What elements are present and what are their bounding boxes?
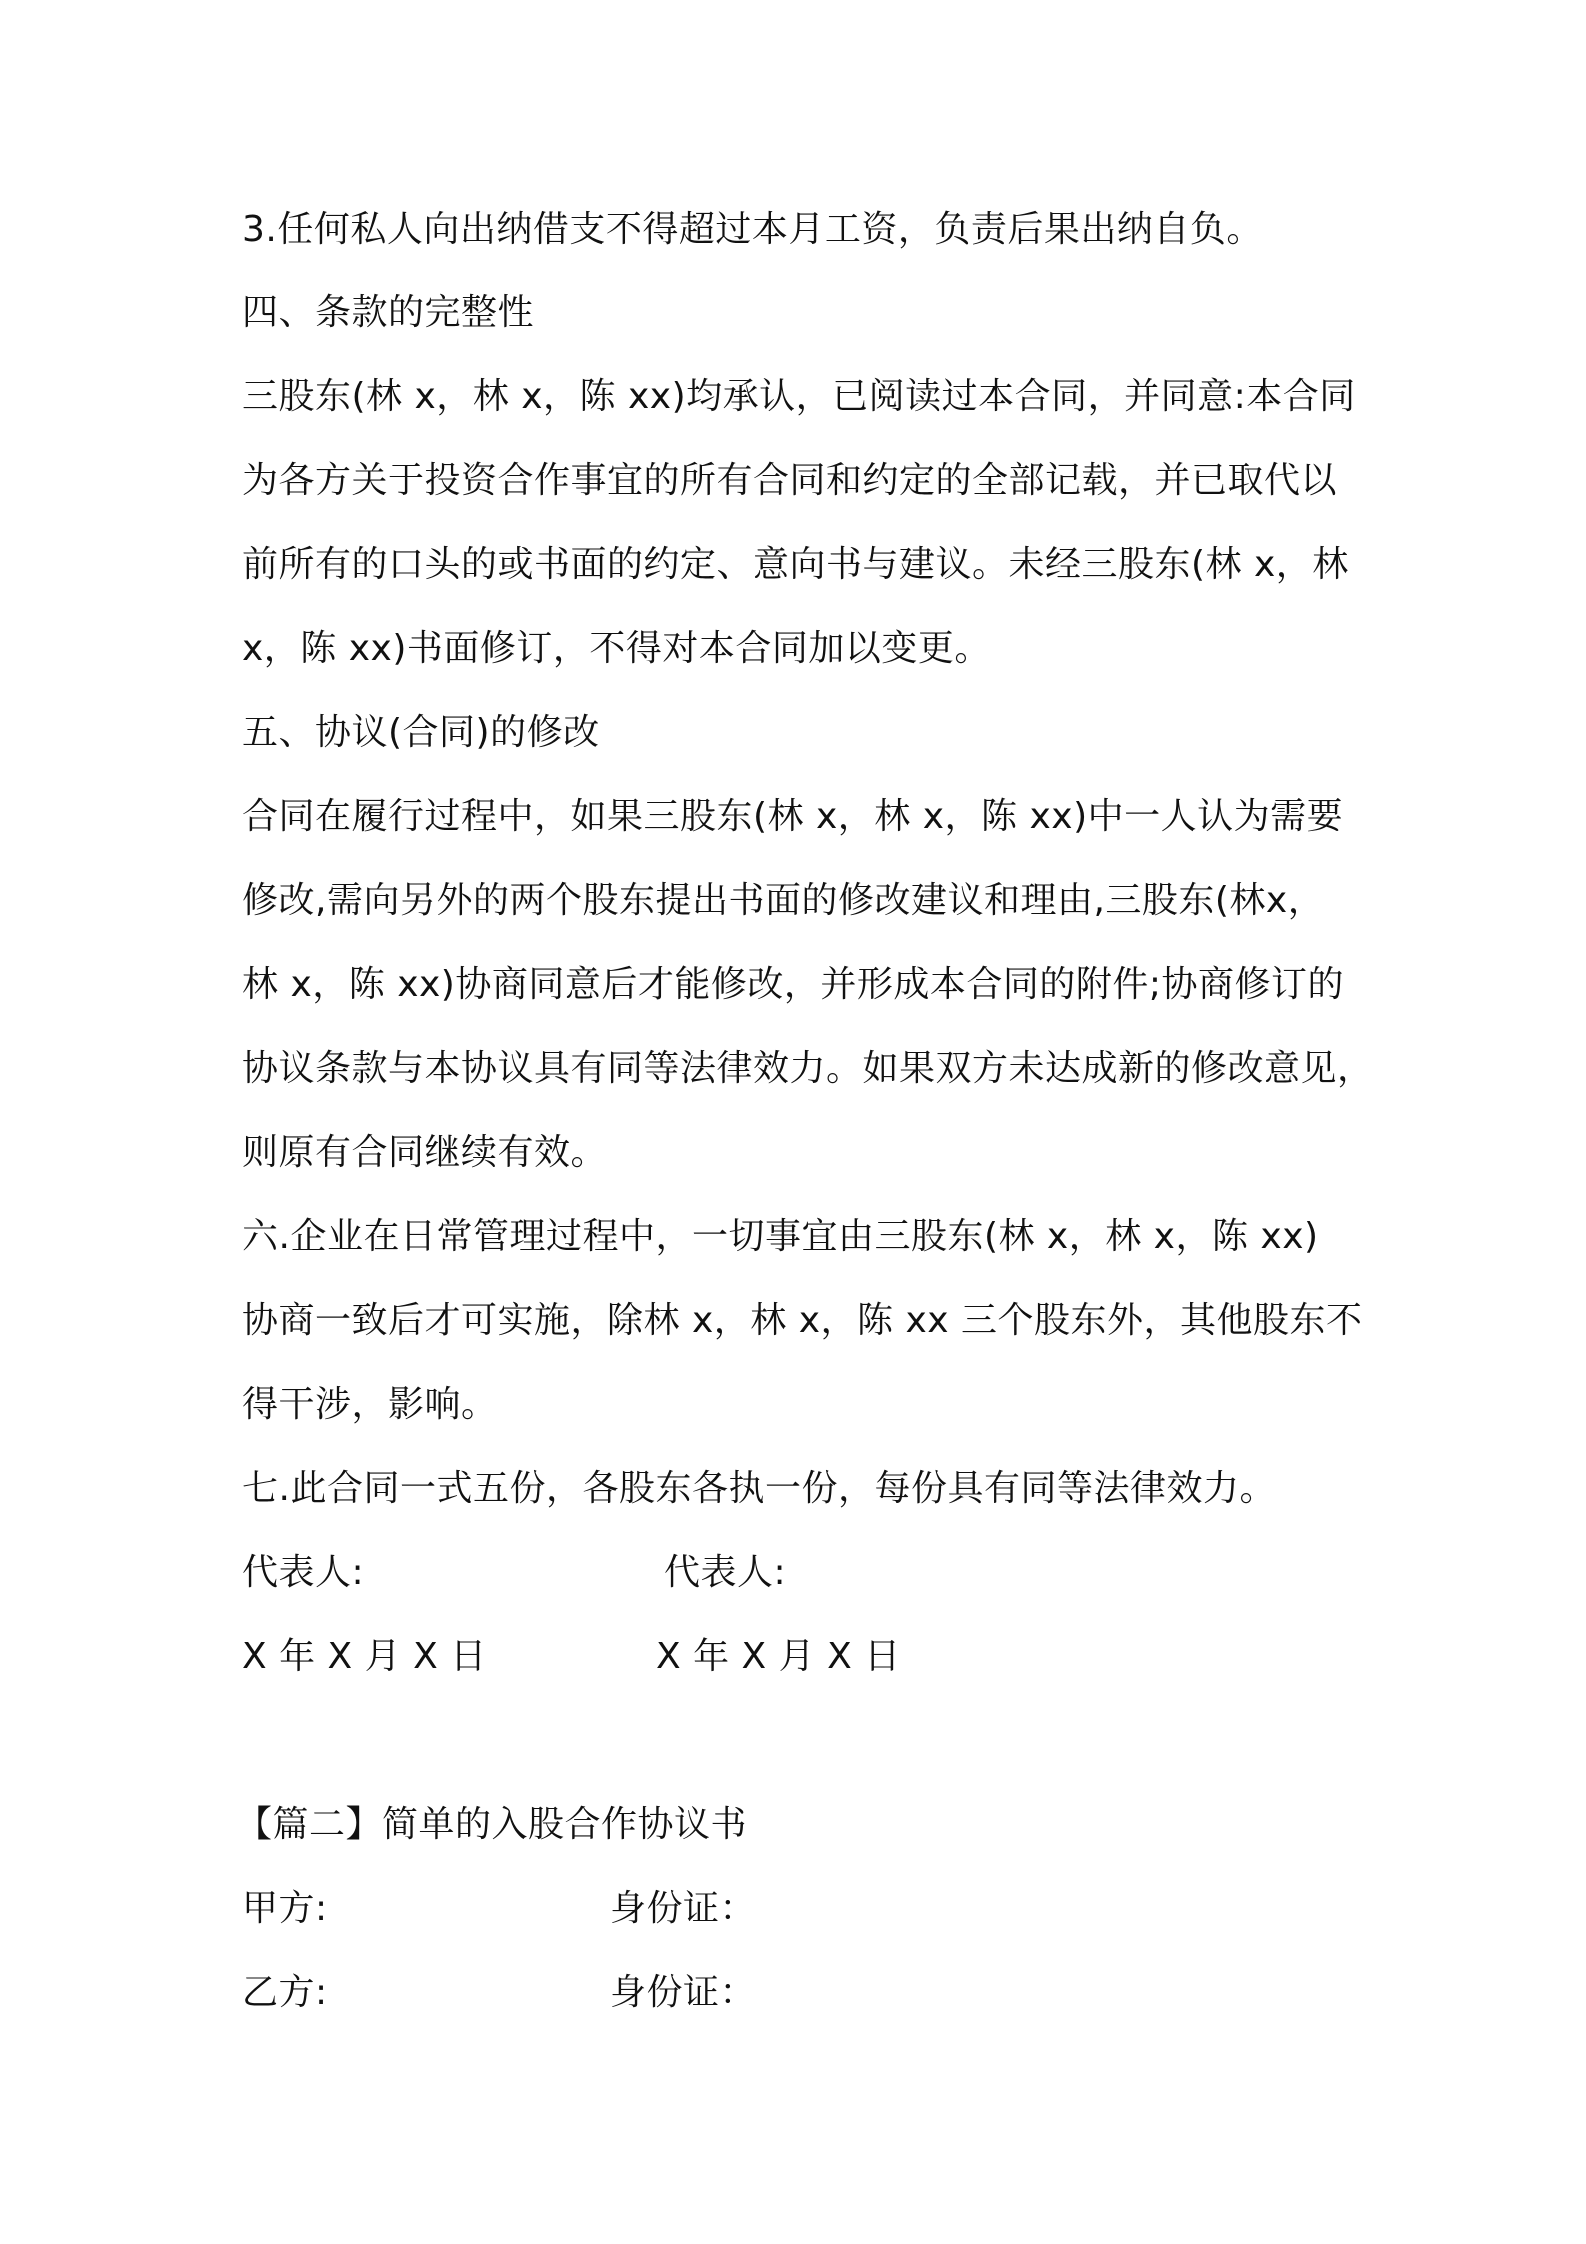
paragraph-line: 则原有合同继续有效。: [242, 1132, 608, 1173]
signature-date-right: X 年 X 月 X 日: [656, 1636, 901, 1677]
paragraph-line: 三股东(林 x，林 x，陈 xx)均承认，已阅读过本合同，并同意:本合同: [242, 376, 1356, 417]
party-a-label: 甲方:: [242, 1888, 328, 1929]
clause-6-management: 六.企业在日常管理过程中，一切事宜由三股东(林 x，林 x，陈 xx): [242, 1216, 1319, 1257]
signature-representative-left: 代表人:: [242, 1552, 365, 1593]
heading-amendment: 五、协议(合同)的修改: [242, 712, 600, 753]
signature-date-left: X 年 X 月 X 日: [242, 1636, 487, 1677]
clause-7-copies: 七.此合同一式五份，各股东各执一份，每份具有同等法律效力。: [242, 1468, 1276, 1509]
heading-clause-completeness: 四、条款的完整性: [242, 292, 535, 333]
paragraph-line: 得干涉，影响。: [242, 1384, 498, 1425]
clause-3-cashier: 3.任何私人向出纳借支不得超过本月工资，负责后果出纳自负。: [242, 209, 1263, 250]
paragraph-line: 协议条款与本协议具有同等法律效力。如果双方未达成新的修改意见，: [242, 1048, 1374, 1089]
paragraph-line: 协商一致后才可实施，除林 x，林 x，陈 xx 三个股东外，其他股东不: [242, 1300, 1363, 1341]
party-b-label: 乙方:: [242, 1972, 328, 2013]
paragraph-line: 修改,需向另外的两个股东提出书面的修改建议和理由,三股东(林x，: [242, 880, 1325, 921]
signature-representative-right: 代表人:: [664, 1552, 787, 1593]
paragraph-line: 前所有的口头的或书面的约定、意向书与建议。未经三股东(林 x，林: [242, 544, 1349, 585]
party-a-id-label: 身份证：: [610, 1888, 757, 1929]
party-b-id-label: 身份证：: [610, 1972, 757, 2013]
document-page: [236, 0, 1402, 2244]
paragraph-line: x，陈 xx)书面修订，不得对本合同加以变更。: [242, 628, 991, 669]
paragraph-line: 合同在履行过程中，如果三股东(林 x，林 x，陈 xx)中一人认为需要: [242, 796, 1344, 837]
paragraph-line: 林 x，陈 xx)协商同意后才能修改，并形成本合同的附件;协商修订的: [242, 964, 1344, 1005]
section-2-title: 【篇二】简单的入股合作协议书: [236, 1804, 748, 1845]
paragraph-line: 为各方关于投资合作事宜的所有合同和约定的全部记载，并已取代以: [242, 460, 1338, 501]
